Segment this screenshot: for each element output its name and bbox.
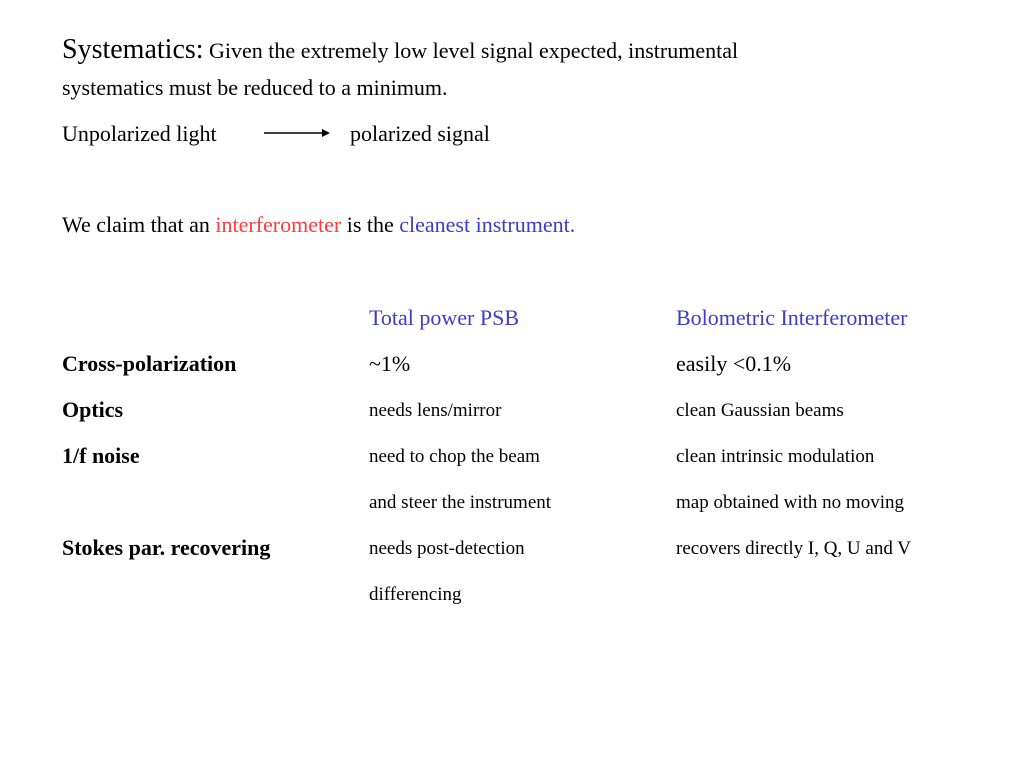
row-label-cross-polarization: Cross-polarization: [62, 351, 237, 376]
cell-psb-cross-polarization: ~1%: [369, 351, 411, 376]
cell-psb-1f-noise: need to chop the beam: [369, 446, 540, 467]
section-title: Systematics:: [62, 34, 204, 65]
row-label-1f-noise: 1/f noise: [62, 443, 140, 468]
cell-bi-1f-noise-cont: map obtained with no moving: [676, 492, 904, 513]
intro-line-1: [62, 34, 738, 66]
claim-text-2: is the: [341, 212, 400, 237]
conversion-to: polarized signal: [350, 121, 490, 146]
cell-bi-optics: clean Gaussian beams: [676, 400, 844, 421]
row-label-optics: Optics: [62, 397, 124, 422]
row-label-stokes-recovering: Stokes par. recovering: [62, 535, 271, 560]
header-bolometric-interferometer: Bolometric Interferometer: [676, 305, 908, 330]
claim-highlight-cleanest: cleanest instrument.: [399, 212, 576, 237]
cell-bi-stokes: recovers directly I, Q, U and V: [676, 538, 911, 559]
right-arrow-icon: [264, 125, 330, 141]
claim-highlight-interferometer: interferometer: [215, 212, 342, 237]
cell-bi-cross-polarization: easily <0.1%: [676, 351, 792, 376]
claim-text-1: We claim that an: [62, 212, 216, 237]
header-total-power-psb: Total power PSB: [369, 305, 520, 330]
cell-psb-stokes-cont: differencing: [369, 584, 462, 605]
conversion-from: Unpolarized light: [62, 121, 217, 146]
cell-psb-1f-noise-cont: and steer the instrument: [369, 492, 552, 513]
intro-line-2: systematics must be reduced to a minimum.: [62, 75, 448, 100]
cell-psb-stokes: needs post-detection: [369, 538, 525, 559]
claim-line: [62, 212, 575, 238]
cell-bi-1f-noise: clean intrinsic modulation: [676, 446, 875, 467]
intro-text-1: Given the extremely low level signal expected, instrumental: [203, 38, 739, 63]
cell-psb-optics: needs lens/mirror: [369, 400, 502, 421]
